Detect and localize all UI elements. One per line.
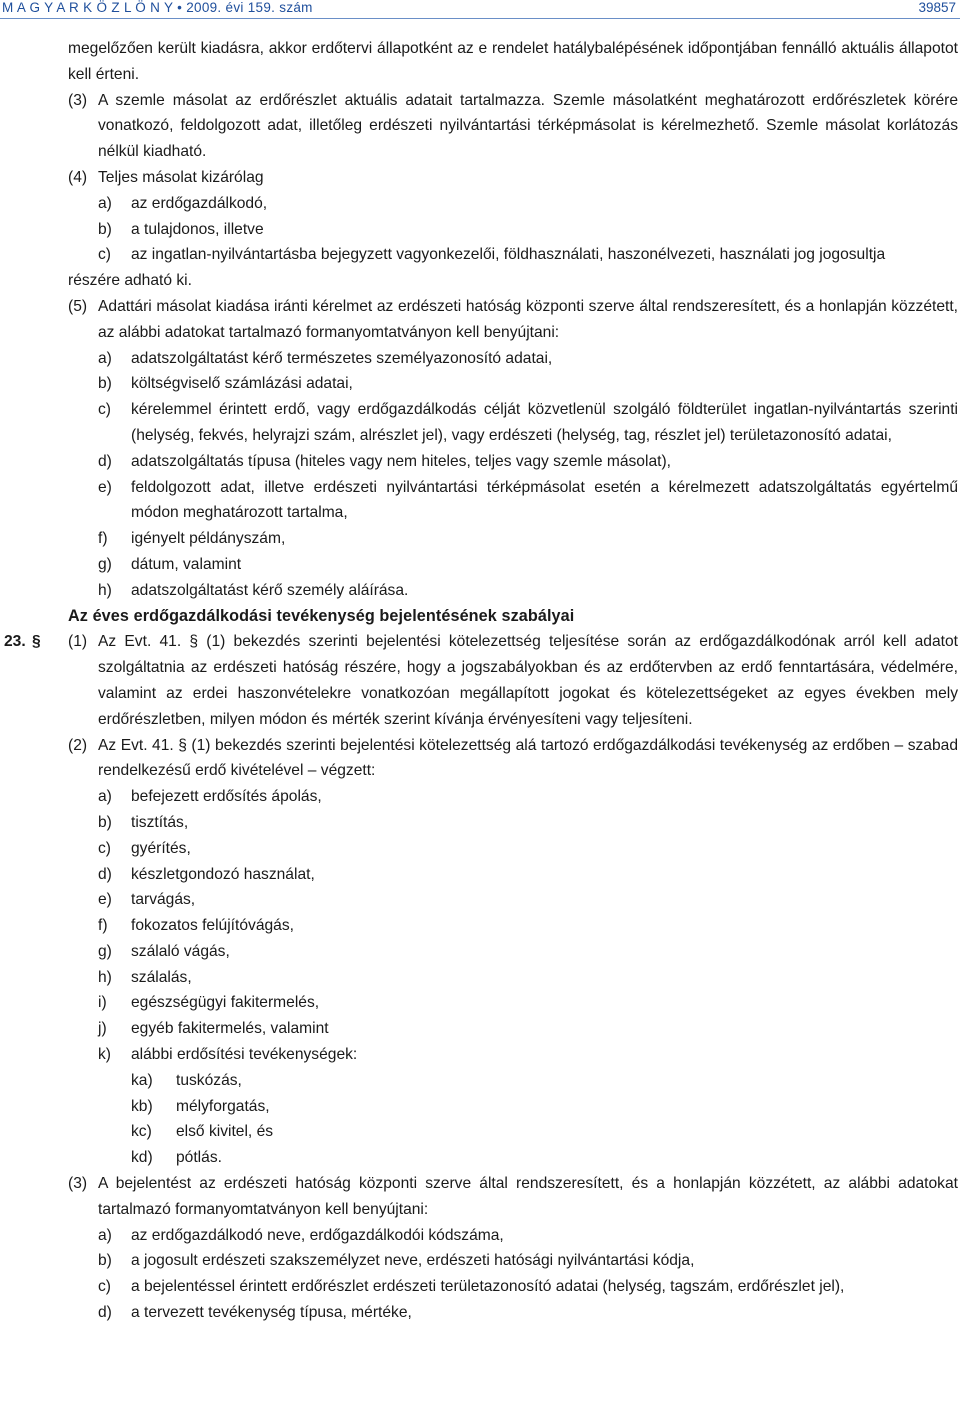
item-text: a tervezett tevékenység típusa, mértéke, (131, 1304, 412, 1322)
item-text: befejezett erdősítés ápolás, (131, 788, 322, 806)
item-text: gyérítés, (131, 839, 191, 857)
continuation-paragraph: megelőzően került kiadásra, akkor erdőtervi állapotként az e rendelet hatálybalépésének időpontjában fennálló aktuális állapotot kell érteni. (68, 40, 958, 83)
paragraph-number: (2) (68, 736, 88, 754)
list-item (68, 887, 958, 913)
section-23-paragraph-3 (68, 1171, 958, 1223)
item-text: az erdőgazdálkodó, (131, 194, 268, 212)
item-label: b) (98, 813, 112, 831)
item-text: a jogosult erdészeti szakszemélyzet neve, erdészeti hatósági nyilvántartási kódja, (131, 1252, 695, 1270)
list-item (68, 475, 958, 527)
section-23-paragraph-1 (4, 629, 958, 732)
paragraph-text: Teljes másolat kizárólag (98, 168, 264, 186)
section-number: 23. (4, 633, 26, 651)
item-text: fokozatos felújítóvágás, (131, 917, 294, 935)
list-item (68, 346, 958, 372)
item-label: f) (98, 917, 108, 935)
list-item (68, 1223, 958, 1249)
section-heading: Az éves erdőgazdálkodási tevékenység bejelentésének szabályai (68, 606, 575, 625)
item-text: alábbi erdősítési tevékenységek: (131, 1046, 358, 1064)
item-label: h) (98, 968, 112, 986)
paragraph-3 (68, 88, 958, 165)
paragraph-number: (5) (68, 297, 88, 315)
item-text: készletgondozó használat, (131, 865, 315, 883)
item-text: dátum, valamint (131, 555, 242, 573)
item-label: c) (98, 839, 111, 857)
subitem-label: ka) (131, 1071, 153, 1089)
item-text: adatszolgáltatást kérő személy aláírása. (131, 581, 409, 599)
list-item (68, 836, 958, 862)
list-item (68, 242, 958, 268)
list-item (68, 913, 958, 939)
item-label: a) (98, 788, 112, 806)
item-label: a) (98, 194, 112, 212)
item-label: c) (98, 1278, 111, 1296)
item-label: c) (98, 246, 111, 264)
subitem-text: pótlás. (176, 1149, 222, 1167)
list-item (68, 397, 958, 449)
list-item (68, 1248, 958, 1274)
list-item (68, 552, 958, 578)
item-text: az erdőgazdálkodó neve, erdőgazdálkodói kódszáma, (131, 1226, 504, 1244)
item-label: j) (98, 1020, 107, 1038)
item-label: c) (98, 401, 111, 419)
list-item (68, 1016, 958, 1042)
item-text: egészségügyi fakitermelés, (131, 994, 320, 1012)
paragraph-number: (1) (68, 633, 88, 651)
subitem-label: kc) (131, 1123, 152, 1141)
item-label: g) (98, 942, 112, 960)
paragraph-text: Adattári másolat kiadása iránti kérelmet az erdészeti hatóság központi szerve által rendszeresített, és a honlapján közzétett, az alábbi adatokat tartalmazó formanyomtatványon kell benyújtani: (98, 297, 958, 341)
list-item (68, 449, 958, 475)
subitem-label: kd) (131, 1149, 153, 1167)
item-label: g) (98, 555, 112, 573)
item-label: b) (98, 1252, 112, 1270)
paragraph-text: A szemle másolat az erdőrészlet aktuális adatait tartalmazza. Szemle másolatként meghatározott erdőrészletek körére vonatkozó, feldolgozott adat, illetőleg erdészeti nyilvántartási térképmásolat is kérelmezhető. Szemle másolat korlátozás nélkül kiadható. (98, 91, 958, 161)
subitem-text: mélyforgatás, (176, 1097, 270, 1115)
item-text: szálalás, (131, 968, 192, 986)
item-text: a bejelentéssel érintett erdőrészlet erdészeti területazonosító adatai (helység, tagszám, erdőrészlet jel), (131, 1278, 845, 1296)
list-item (68, 810, 958, 836)
item-text: tisztítás, (131, 813, 189, 831)
paragraph-number: (4) (68, 168, 88, 186)
header-rule (0, 18, 960, 19)
item-label: d) (98, 1304, 112, 1322)
subitem-text: első kivitel, és (176, 1123, 274, 1141)
item-label: i) (98, 994, 107, 1012)
list-item (68, 990, 958, 1016)
item-label: b) (98, 220, 112, 238)
paragraph-4 (68, 165, 958, 191)
item-label: b) (98, 375, 112, 393)
list-item (68, 939, 958, 965)
item-text: az ingatlan-nyilvántartásba bejegyzett vagyonkezelői, földhasználati, haszonélvezeti, használati jog jogosultja (131, 246, 886, 264)
item-text: egyéb fakitermelés, valamint (131, 1020, 329, 1038)
sub-list-item (68, 1094, 958, 1120)
list-item (68, 1274, 958, 1300)
item-text: költségviselő számlázási adatai, (131, 375, 353, 393)
document-body (4, 36, 958, 1326)
item-text: adatszolgáltatást kérő természetes személyazonosító adatai, (131, 349, 553, 367)
list-item (68, 217, 958, 243)
paragraph-text: Az Evt. 41. § (1) bekezdés szerinti bejelentési kötelezettség alá tartozó erdőgazdálkodási tevékenység az erdőben – szabad rendelkezésű erdő kivételével – végzett: (98, 736, 958, 780)
item-text: kérelemmel érintett erdő, vagy erdőgazdálkodás célját közvetlenül szolgáló földterület ingatlan-nyilvántartás szerinti (helység, fekvés, helyrajzi szám, alrészlet jel), vagy erdészeti (helység, tag, részlet jel) területazonosító adatai, (131, 401, 958, 444)
subitem-label: kb) (131, 1097, 153, 1115)
sub-list-item (68, 1145, 958, 1171)
item-label: f) (98, 530, 108, 548)
item-text: tarvágás, (131, 891, 196, 909)
item-text: adatszolgáltatás típusa (hiteles vagy nem hiteles, teljes vagy szemle másolat), (131, 452, 671, 470)
section-sign: § (32, 633, 41, 651)
item-text: szálaló vágás, (131, 942, 230, 960)
paragraph-4-tail: részére adható ki. (68, 272, 192, 290)
list-item (68, 578, 958, 604)
journal-title: M A G Y A R K Ö Z L Ö N Y • 2009. évi 159. szám (2, 0, 313, 15)
list-item (68, 371, 958, 397)
list-item (68, 526, 958, 552)
item-label: d) (98, 452, 112, 470)
item-label: h) (98, 581, 112, 599)
sub-list-item (68, 1119, 958, 1145)
list-item (68, 784, 958, 810)
item-label: a) (98, 349, 112, 367)
paragraph-text: A bejelentést az erdészeti hatóság központi szerve által rendszeresített, és a honlapján közzétett, az alábbi adatokat tartalmazó formanyomtatványon kell benyújtani: (98, 1175, 958, 1218)
paragraph-text: Az Evt. 41. § (1) bekezdés szerinti bejelentési kötelezettség teljesítése során az erdőgazdálkodónak arról kell adatot szolgáltatnia az erdészeti hatóság részére, hogy a jogszabályokban és az erdőtervben az erdő fenntartására, védelmére, valamint az erdei haszonvételekre vonatkozóan megállapított jogokat és kötelezettségeket az egyes években mely erdőrészletben, milyen módon és mérték szerint kívánja érvényesíteni vagy teljesíteni. (98, 633, 958, 728)
subitem-text: tuskózás, (176, 1071, 242, 1089)
list-item (68, 191, 958, 217)
item-text: a tulajdonos, illetve (131, 220, 264, 238)
item-label: d) (98, 865, 112, 883)
item-label: a) (98, 1226, 112, 1244)
paragraph-5 (68, 294, 958, 346)
list-item (68, 965, 958, 991)
item-label: e) (98, 478, 112, 496)
item-label: e) (98, 891, 112, 909)
paragraph-number: (3) (68, 91, 88, 109)
page-number: 39857 (918, 0, 956, 15)
list-item (68, 1300, 958, 1326)
section-23-paragraph-2 (68, 733, 958, 785)
paragraph-number: (3) (68, 1175, 88, 1193)
list-item (68, 862, 958, 888)
item-text: igényelt példányszám, (131, 530, 286, 548)
item-text: feldolgozott adat, illetve erdészeti nyilvántartási térképmásolat esetén a kérelmezett adatszolgáltatás egyértelmű módon meghatározott tartalma, (131, 478, 958, 522)
list-item (68, 1042, 958, 1068)
page-header (0, 0, 960, 22)
item-label: k) (98, 1046, 111, 1064)
sub-list-item (68, 1068, 958, 1094)
